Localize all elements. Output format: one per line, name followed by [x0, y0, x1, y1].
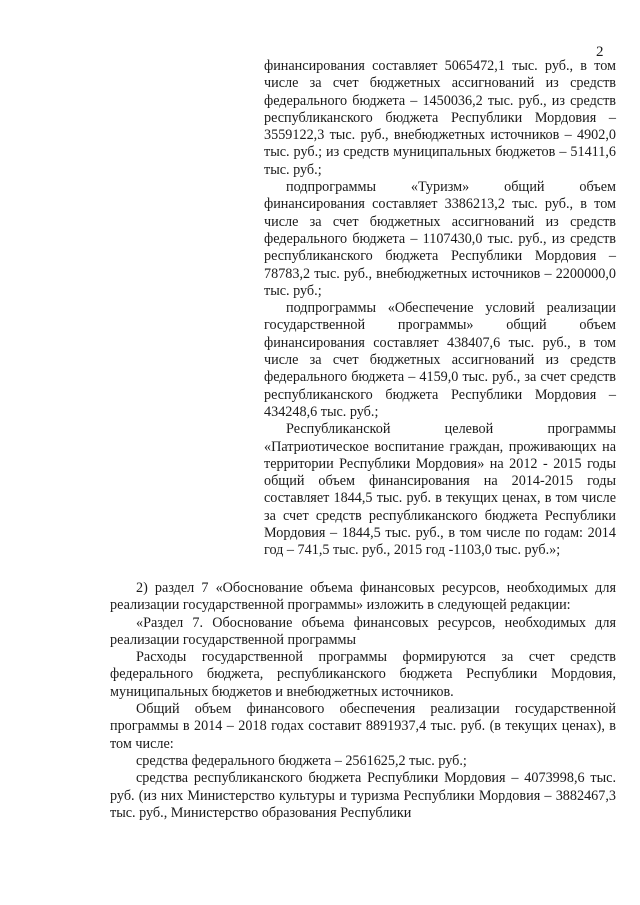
- right-column: [264, 58, 616, 560]
- paragraph-patriotic-program: Республиканской целевой программы «Патриотическое воспитание граждан, проживающих на территории Республики Мордовия» на 2012 - 2015 годы общий объем финансирования на 2014-2015 годы составляет 1844,5 тыс. руб. в текущих ценах, в том числе за счет средств республиканского бюджета Республики Мордовия – 1844,5 тыс. руб., в том числе по годам: 2014 год – 741,5 тыс. руб., 2015 год -1103,0 тыс. руб.»;: [264, 421, 616, 559]
- full-width-text: [110, 580, 616, 822]
- paragraph-federal-budget: средства федерального бюджета – 2561625,2 тыс. руб.;: [136, 752, 467, 769]
- paragraph-republican-budget: средства республиканского бюджета Республики Мордовия – 4073998,6 тыс. руб. (из них Министерство культуры и туризма Республики Мордовия – 3882467,3 тыс. руб., Министерство образования Республики: [110, 770, 616, 821]
- paragraph-expenses-sources: Расходы государственной программы формируются за счет средств федерального бюджета, республиканского бюджета Республики Мордовия, муниципальных бюджетов и внебюджетных источников.: [110, 649, 616, 700]
- paragraph-section7-heading: «Раздел 7. Обоснование объема финансовых ресурсов, необходимых для реализации государственной программы: [110, 614, 616, 648]
- paragraph-tourism-subprogram: подпрограммы «Туризм» общий объем финансирования составляет 3386213,2 тыс. руб., в том числе за счет бюджетных ассигнований из средств федерального бюджета – 1107430,0 тыс. руб., из средств республиканского бюджета Республики Мордовия – 78783,2 тыс. руб., внебюджетных источников – 2200000,0 тыс. руб.;: [264, 179, 616, 299]
- page-number: 2: [596, 44, 604, 60]
- paragraph-financing-continuation: финансирования составляет 5065472,1 тыс. руб., в том числе за счет бюджетных ассигнований из средств федерального бюджета – 1450036,2 тыс. руб., из средств республиканского бюджета Республики Мордовия – 3559122,3 тыс. руб., внебюджетных источников – 4902,0 тыс. руб.; из средств муниципальных бюджетов – 51411,6 тыс. руб.;: [264, 58, 616, 178]
- paragraph-total-volume: Общий объем финансового обеспечения реализации государственной программы в 2014 – 2018 годах составит 8891937,4 тыс. руб. (в текущих ценах), в том числе:: [110, 701, 616, 752]
- paragraph-support-subprogram: подпрограммы «Обеспечение условий реализации государственной программы» общий объем финансирования составляет 438407,6 тыс. руб., в том числе за счет бюджетных ассигнований из средств федерального бюджета – 4159,0 тыс. руб., за счет средств республиканского бюджета Республики Мордовия – 434248,6 тыс. руб.;: [264, 300, 616, 420]
- paragraph-section7-amendment: 2) раздел 7 «Обоснование объема финансовых ресурсов, необходимых для реализации государственной программы» изложить в следующей редакции:: [110, 580, 616, 614]
